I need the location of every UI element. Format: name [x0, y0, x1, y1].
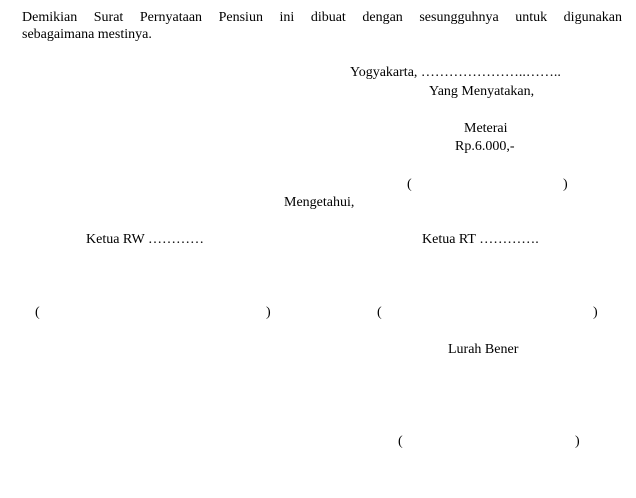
- acknowledged-label: Mengetahui,: [284, 195, 355, 210]
- signer-name-close-bracket: ): [563, 177, 568, 192]
- rt-name-close-bracket: ): [593, 305, 598, 320]
- place-date-line: Yogyakarta, …………………..……..: [350, 65, 561, 80]
- rt-name-open-bracket: (: [377, 305, 382, 320]
- statement-line-2: sebagaimana mestinya.: [22, 27, 152, 42]
- rw-name-open-bracket: (: [35, 305, 40, 320]
- village-head-title: Lurah Bener: [448, 342, 519, 357]
- village-head-name-close-bracket: ): [575, 434, 580, 449]
- stamp-value: Rp.6.000,-: [455, 139, 515, 154]
- signer-title: Yang Menyatakan,: [429, 84, 535, 99]
- statement-line-1: Demikian Surat Pernyataan Pensiun ini dibuat dengan sesungguhnya untuk digunakan: [22, 10, 622, 25]
- signer-name-open-bracket: (: [407, 177, 412, 192]
- rt-title: Ketua RT ………….: [422, 232, 539, 247]
- statement-paragraph: [22, 9, 622, 43]
- rw-name-close-bracket: ): [266, 305, 271, 320]
- rw-title: Ketua RW …………: [86, 232, 204, 247]
- stamp-label: Meterai: [464, 121, 508, 136]
- village-head-name-open-bracket: (: [398, 434, 403, 449]
